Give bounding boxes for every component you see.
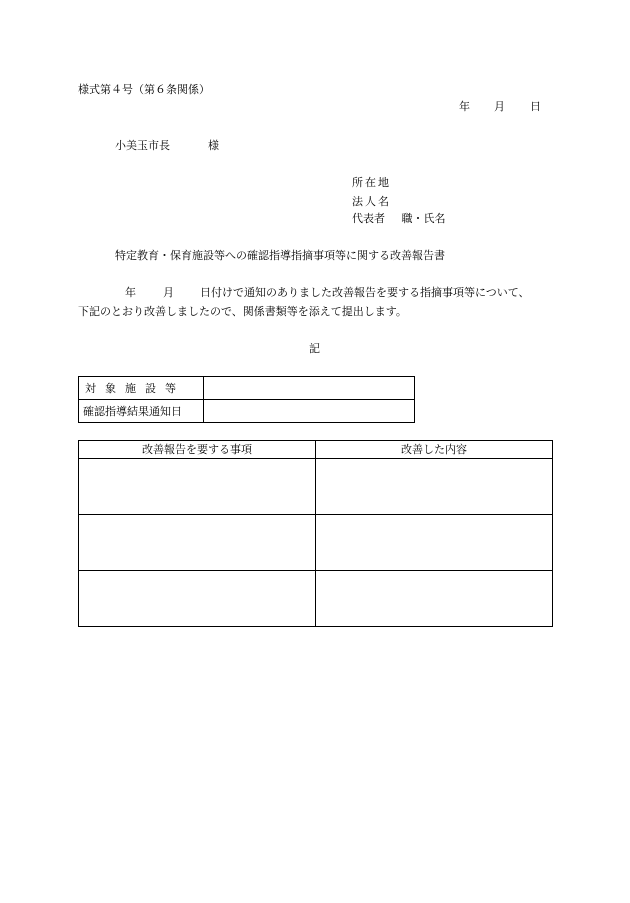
ki-heading: 記 xyxy=(309,342,320,355)
table-cell xyxy=(79,459,316,515)
addressee-honorific: 様 xyxy=(208,139,219,152)
sender-representative xyxy=(352,213,446,224)
column-header-improvements: 改善した内容 xyxy=(316,441,553,459)
representative-title: 職・氏名 xyxy=(401,212,446,225)
representative-label: 代表者 xyxy=(352,212,385,225)
date-year: 年 xyxy=(459,100,470,113)
addressee-name: 小美玉市長 xyxy=(115,139,170,152)
table-row xyxy=(79,459,553,515)
date-day: 日 xyxy=(530,100,541,113)
sender-address xyxy=(352,177,398,188)
sender-corporation xyxy=(352,196,398,207)
body-line2: 下記のとおり改善しましたので、関係書類等を添えて提出します。 xyxy=(78,305,407,318)
table-row xyxy=(79,515,553,571)
date-month: 月 xyxy=(494,100,505,113)
facility-label: 対象施設等 xyxy=(79,377,204,400)
table-cell xyxy=(79,515,316,571)
body-year: 年 xyxy=(125,286,136,299)
table-cell xyxy=(316,515,553,571)
table-row xyxy=(79,377,415,400)
addressee xyxy=(115,139,219,152)
corporation-label: 法人名 xyxy=(352,195,391,208)
table-row xyxy=(79,400,415,423)
table-cell xyxy=(316,571,553,627)
notification-date-value xyxy=(204,400,415,423)
form-number: 様式第４号（第６条関係） xyxy=(78,83,210,96)
facility-table xyxy=(78,376,415,423)
table-cell xyxy=(79,571,316,627)
improvement-table xyxy=(78,440,553,627)
document-title: 特定教育・保育施設等への確認指導指摘事項等に関する改善報告書 xyxy=(115,249,445,262)
address-label: 所在地 xyxy=(352,176,391,189)
column-header-items: 改善報告を要する事項 xyxy=(79,441,316,459)
table-cell xyxy=(316,459,553,515)
facility-value xyxy=(204,377,415,400)
body-month: 月 xyxy=(163,286,174,299)
body-line1: 日付けで通知のありました改善報告を要する指摘事項等について、 xyxy=(200,286,530,299)
table-header-row xyxy=(79,441,553,459)
date-line xyxy=(455,101,545,115)
notification-date-label: 確認指導結果通知日 xyxy=(79,400,204,423)
table-row xyxy=(79,571,553,627)
